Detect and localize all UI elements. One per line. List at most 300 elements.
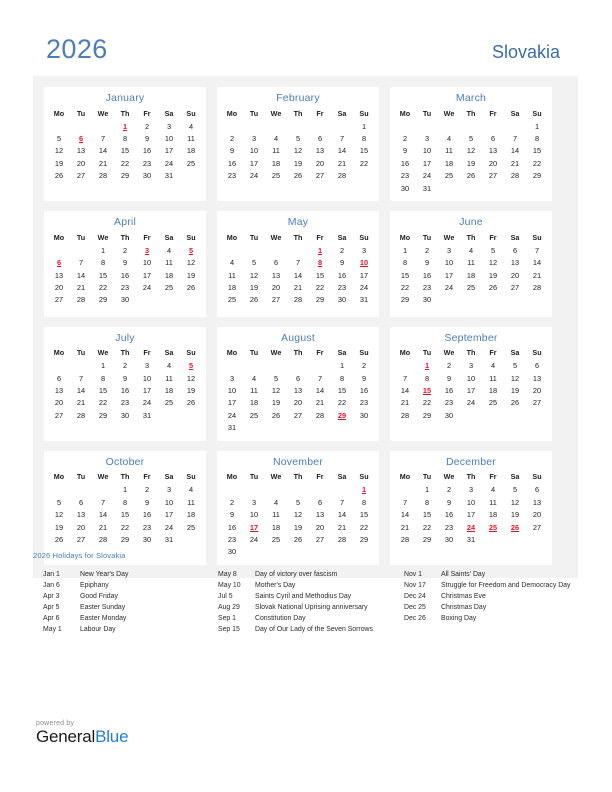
day-cell[interactable]: 16 bbox=[142, 510, 152, 520]
day-cell[interactable]: 27 bbox=[510, 283, 520, 293]
day-cell[interactable]: 19 bbox=[54, 158, 64, 168]
day-cell[interactable]: 26 bbox=[54, 534, 64, 544]
day-cell[interactable]: 4 bbox=[446, 134, 452, 144]
day-cell[interactable]: 6 bbox=[317, 134, 323, 144]
day-cell[interactable]: 6 bbox=[295, 373, 301, 383]
day-cell[interactable]: 28 bbox=[400, 410, 410, 420]
day-cell[interactable]: 31 bbox=[466, 534, 476, 544]
day-cell[interactable]: 23 bbox=[120, 283, 130, 293]
day-cell[interactable]: 6 bbox=[534, 485, 540, 495]
day-cell[interactable]: 8 bbox=[122, 134, 128, 144]
day-cell[interactable]: 30 bbox=[422, 295, 432, 305]
day-cell[interactable]: 9 bbox=[446, 497, 452, 507]
day-cell[interactable]: 3 bbox=[251, 134, 257, 144]
day-cell[interactable]: 18 bbox=[186, 510, 196, 520]
day-cell-holiday[interactable]: 15 bbox=[422, 385, 432, 395]
day-cell-holiday[interactable]: 5 bbox=[188, 361, 194, 371]
day-cell[interactable]: 13 bbox=[510, 258, 520, 268]
day-cell[interactable]: 28 bbox=[337, 534, 347, 544]
day-cell[interactable]: 25 bbox=[466, 283, 476, 293]
day-cell[interactable]: 4 bbox=[251, 373, 257, 383]
day-cell[interactable]: 18 bbox=[271, 522, 281, 532]
day-cell[interactable]: 11 bbox=[228, 270, 236, 280]
day-cell[interactable]: 12 bbox=[54, 146, 64, 156]
day-cell[interactable]: 11 bbox=[187, 497, 195, 507]
day-cell[interactable]: 24 bbox=[227, 410, 237, 420]
day-cell[interactable]: 23 bbox=[400, 171, 410, 181]
day-cell[interactable]: 2 bbox=[122, 361, 128, 371]
day-cell[interactable]: 13 bbox=[532, 373, 542, 383]
day-cell[interactable]: 25 bbox=[227, 295, 237, 305]
day-cell[interactable]: 12 bbox=[466, 146, 476, 156]
day-cell[interactable]: 22 bbox=[120, 158, 130, 168]
day-cell[interactable]: 18 bbox=[227, 283, 237, 293]
day-cell[interactable]: 23 bbox=[120, 398, 130, 408]
day-cell[interactable]: 27 bbox=[76, 171, 86, 181]
day-cell[interactable]: 7 bbox=[534, 245, 540, 255]
day-cell[interactable]: 23 bbox=[444, 522, 454, 532]
day-cell[interactable]: 4 bbox=[468, 245, 474, 255]
day-cell[interactable]: 7 bbox=[100, 134, 106, 144]
day-cell[interactable]: 21 bbox=[98, 158, 108, 168]
day-cell[interactable]: 2 bbox=[402, 134, 408, 144]
day-cell-holiday[interactable]: 6 bbox=[56, 258, 62, 268]
day-cell[interactable]: 24 bbox=[164, 158, 174, 168]
day-cell[interactable]: 22 bbox=[98, 398, 108, 408]
day-cell[interactable]: 8 bbox=[361, 134, 367, 144]
day-cell[interactable]: 29 bbox=[359, 534, 369, 544]
day-cell[interactable]: 21 bbox=[76, 398, 86, 408]
day-cell[interactable]: 25 bbox=[186, 158, 196, 168]
day-cell[interactable]: 21 bbox=[293, 283, 303, 293]
day-cell[interactable]: 9 bbox=[229, 510, 235, 520]
day-cell[interactable]: 3 bbox=[361, 245, 367, 255]
day-cell[interactable]: 6 bbox=[56, 373, 62, 383]
day-cell[interactable]: 6 bbox=[78, 497, 84, 507]
day-cell[interactable]: 19 bbox=[186, 270, 196, 280]
day-cell[interactable]: 16 bbox=[422, 270, 432, 280]
day-cell[interactable]: 27 bbox=[315, 171, 325, 181]
day-cell[interactable]: 28 bbox=[76, 295, 86, 305]
day-cell[interactable]: 25 bbox=[186, 522, 196, 532]
day-cell[interactable]: 26 bbox=[466, 171, 476, 181]
day-cell[interactable]: 28 bbox=[315, 410, 325, 420]
day-cell[interactable]: 3 bbox=[251, 497, 257, 507]
day-cell[interactable]: 18 bbox=[164, 270, 174, 280]
day-cell[interactable]: 2 bbox=[446, 485, 452, 495]
day-cell-holiday[interactable]: 29 bbox=[337, 410, 347, 420]
day-cell[interactable]: 25 bbox=[164, 283, 174, 293]
day-cell[interactable]: 9 bbox=[229, 146, 235, 156]
day-cell[interactable]: 3 bbox=[144, 361, 150, 371]
day-cell[interactable]: 12 bbox=[54, 510, 64, 520]
day-cell[interactable]: 28 bbox=[98, 171, 108, 181]
day-cell[interactable]: 20 bbox=[76, 522, 86, 532]
day-cell[interactable]: 17 bbox=[422, 158, 432, 168]
day-cell-holiday[interactable]: 10 bbox=[359, 258, 369, 268]
day-cell[interactable]: 7 bbox=[317, 373, 323, 383]
day-cell[interactable]: 15 bbox=[532, 146, 542, 156]
day-cell[interactable]: 28 bbox=[293, 295, 303, 305]
day-cell[interactable]: 24 bbox=[249, 171, 259, 181]
day-cell[interactable]: 7 bbox=[295, 258, 301, 268]
day-cell[interactable]: 23 bbox=[227, 171, 237, 181]
day-cell[interactable]: 1 bbox=[339, 361, 345, 371]
day-cell[interactable]: 10 bbox=[164, 134, 174, 144]
day-cell[interactable]: 14 bbox=[400, 385, 410, 395]
day-cell[interactable]: 15 bbox=[337, 385, 347, 395]
day-cell[interactable]: 15 bbox=[422, 510, 432, 520]
day-cell[interactable]: 23 bbox=[337, 283, 347, 293]
day-cell[interactable]: 25 bbox=[444, 171, 454, 181]
day-cell[interactable]: 24 bbox=[142, 283, 152, 293]
day-cell[interactable]: 19 bbox=[293, 522, 303, 532]
day-cell[interactable]: 22 bbox=[532, 158, 542, 168]
day-cell[interactable]: 30 bbox=[359, 410, 369, 420]
day-cell[interactable]: 30 bbox=[444, 534, 454, 544]
day-cell[interactable]: 20 bbox=[532, 510, 542, 520]
day-cell[interactable]: 14 bbox=[337, 510, 347, 520]
day-cell[interactable]: 3 bbox=[424, 134, 430, 144]
day-cell[interactable]: 13 bbox=[54, 270, 64, 280]
day-cell[interactable]: 17 bbox=[227, 398, 237, 408]
day-cell[interactable]: 30 bbox=[142, 171, 152, 181]
day-cell[interactable]: 15 bbox=[400, 270, 410, 280]
day-cell[interactable]: 19 bbox=[249, 283, 259, 293]
day-cell[interactable]: 5 bbox=[468, 134, 474, 144]
day-cell[interactable]: 29 bbox=[120, 534, 130, 544]
day-cell[interactable]: 30 bbox=[120, 410, 130, 420]
day-cell[interactable]: 17 bbox=[466, 385, 476, 395]
day-cell[interactable]: 20 bbox=[293, 398, 303, 408]
day-cell[interactable]: 6 bbox=[490, 134, 496, 144]
day-cell[interactable]: 1 bbox=[424, 485, 430, 495]
day-cell[interactable]: 8 bbox=[424, 497, 430, 507]
day-cell[interactable]: 17 bbox=[359, 270, 369, 280]
day-cell[interactable]: 2 bbox=[361, 361, 367, 371]
day-cell[interactable]: 22 bbox=[98, 283, 108, 293]
day-cell[interactable]: 2 bbox=[424, 245, 430, 255]
day-cell[interactable]: 18 bbox=[186, 146, 196, 156]
day-cell[interactable]: 21 bbox=[337, 522, 347, 532]
day-cell[interactable]: 22 bbox=[315, 283, 325, 293]
day-cell[interactable]: 28 bbox=[532, 283, 542, 293]
day-cell[interactable]: 29 bbox=[98, 295, 108, 305]
day-cell[interactable]: 2 bbox=[446, 361, 452, 371]
day-cell[interactable]: 9 bbox=[424, 258, 430, 268]
day-cell[interactable]: 19 bbox=[186, 385, 196, 395]
day-cell[interactable]: 2 bbox=[144, 121, 150, 131]
day-cell[interactable]: 21 bbox=[76, 283, 86, 293]
day-cell[interactable]: 2 bbox=[144, 485, 150, 495]
day-cell[interactable]: 13 bbox=[315, 510, 325, 520]
day-cell[interactable]: 14 bbox=[98, 510, 108, 520]
day-cell[interactable]: 21 bbox=[337, 158, 347, 168]
day-cell[interactable]: 10 bbox=[164, 497, 174, 507]
day-cell-holiday[interactable]: 1 bbox=[361, 485, 367, 495]
day-cell[interactable]: 26 bbox=[186, 283, 196, 293]
day-cell[interactable]: 31 bbox=[359, 295, 369, 305]
day-cell[interactable]: 19 bbox=[271, 398, 281, 408]
day-cell[interactable]: 8 bbox=[534, 134, 540, 144]
day-cell[interactable]: 10 bbox=[249, 146, 259, 156]
day-cell[interactable]: 14 bbox=[510, 146, 520, 156]
day-cell[interactable]: 20 bbox=[488, 158, 498, 168]
day-cell-holiday[interactable]: 3 bbox=[144, 245, 150, 255]
day-cell[interactable]: 11 bbox=[445, 146, 453, 156]
day-cell[interactable]: 29 bbox=[532, 171, 542, 181]
day-cell[interactable]: 10 bbox=[142, 373, 152, 383]
day-cell[interactable]: 1 bbox=[100, 245, 106, 255]
day-cell[interactable]: 24 bbox=[422, 171, 432, 181]
day-cell[interactable]: 21 bbox=[532, 270, 542, 280]
day-cell[interactable]: 13 bbox=[293, 385, 303, 395]
day-cell[interactable]: 9 bbox=[446, 373, 452, 383]
day-cell[interactable]: 22 bbox=[337, 398, 347, 408]
day-cell[interactable]: 30 bbox=[400, 183, 410, 193]
day-cell[interactable]: 12 bbox=[293, 146, 303, 156]
day-cell[interactable]: 10 bbox=[444, 258, 454, 268]
day-cell[interactable]: 13 bbox=[76, 510, 86, 520]
day-cell[interactable]: 1 bbox=[122, 485, 128, 495]
day-cell[interactable]: 24 bbox=[249, 534, 259, 544]
day-cell[interactable]: 21 bbox=[400, 398, 410, 408]
day-cell[interactable]: 5 bbox=[56, 134, 62, 144]
day-cell[interactable]: 11 bbox=[187, 134, 195, 144]
day-cell[interactable]: 23 bbox=[142, 158, 152, 168]
day-cell[interactable]: 11 bbox=[250, 385, 258, 395]
day-cell[interactable]: 10 bbox=[466, 373, 476, 383]
day-cell[interactable]: 20 bbox=[315, 158, 325, 168]
day-cell[interactable]: 20 bbox=[510, 270, 520, 280]
day-cell[interactable]: 30 bbox=[444, 410, 454, 420]
day-cell[interactable]: 9 bbox=[402, 146, 408, 156]
day-cell[interactable]: 17 bbox=[466, 510, 476, 520]
day-cell[interactable]: 25 bbox=[488, 398, 498, 408]
day-cell[interactable]: 24 bbox=[142, 398, 152, 408]
day-cell[interactable]: 31 bbox=[422, 183, 432, 193]
day-cell[interactable]: 27 bbox=[532, 522, 542, 532]
day-cell[interactable]: 14 bbox=[532, 258, 542, 268]
day-cell[interactable]: 16 bbox=[444, 385, 454, 395]
day-cell[interactable]: 1 bbox=[361, 121, 367, 131]
day-cell[interactable]: 12 bbox=[271, 385, 281, 395]
day-cell-holiday[interactable]: 8 bbox=[317, 258, 323, 268]
day-cell[interactable]: 27 bbox=[54, 410, 64, 420]
day-cell[interactable]: 27 bbox=[293, 410, 303, 420]
day-cell[interactable]: 25 bbox=[164, 398, 174, 408]
day-cell[interactable]: 19 bbox=[293, 158, 303, 168]
day-cell[interactable]: 4 bbox=[273, 134, 279, 144]
day-cell[interactable]: 13 bbox=[315, 146, 325, 156]
day-cell[interactable]: 6 bbox=[317, 497, 323, 507]
day-cell[interactable]: 26 bbox=[510, 398, 520, 408]
day-cell[interactable]: 5 bbox=[512, 361, 518, 371]
day-cell[interactable]: 27 bbox=[488, 171, 498, 181]
day-cell[interactable]: 16 bbox=[444, 510, 454, 520]
day-cell[interactable]: 28 bbox=[400, 534, 410, 544]
day-cell[interactable]: 10 bbox=[227, 385, 237, 395]
day-cell[interactable]: 16 bbox=[359, 385, 369, 395]
day-cell[interactable]: 28 bbox=[510, 171, 520, 181]
day-cell[interactable]: 26 bbox=[271, 410, 281, 420]
day-cell[interactable]: 5 bbox=[56, 497, 62, 507]
day-cell[interactable]: 4 bbox=[166, 245, 172, 255]
day-cell[interactable]: 3 bbox=[468, 485, 474, 495]
day-cell[interactable]: 7 bbox=[402, 373, 408, 383]
day-cell[interactable]: 3 bbox=[446, 245, 452, 255]
day-cell[interactable]: 25 bbox=[249, 410, 259, 420]
day-cell[interactable]: 30 bbox=[337, 295, 347, 305]
day-cell[interactable]: 11 bbox=[272, 510, 280, 520]
day-cell[interactable]: 11 bbox=[489, 373, 497, 383]
day-cell[interactable]: 4 bbox=[166, 361, 172, 371]
day-cell[interactable]: 29 bbox=[400, 295, 410, 305]
day-cell[interactable]: 11 bbox=[489, 497, 497, 507]
day-cell[interactable]: 17 bbox=[142, 270, 152, 280]
day-cell[interactable]: 6 bbox=[512, 245, 518, 255]
day-cell[interactable]: 7 bbox=[78, 373, 84, 383]
day-cell[interactable]: 14 bbox=[315, 385, 325, 395]
day-cell[interactable]: 18 bbox=[444, 158, 454, 168]
day-cell[interactable]: 27 bbox=[271, 295, 281, 305]
day-cell-holiday[interactable]: 24 bbox=[466, 522, 476, 532]
day-cell[interactable]: 28 bbox=[98, 534, 108, 544]
day-cell[interactable]: 15 bbox=[359, 510, 369, 520]
day-cell[interactable]: 24 bbox=[359, 283, 369, 293]
day-cell[interactable]: 10 bbox=[466, 497, 476, 507]
day-cell[interactable]: 17 bbox=[249, 158, 259, 168]
day-cell[interactable]: 10 bbox=[249, 510, 259, 520]
day-cell[interactable]: 20 bbox=[532, 385, 542, 395]
day-cell[interactable]: 13 bbox=[271, 270, 281, 280]
day-cell[interactable]: 16 bbox=[120, 270, 130, 280]
day-cell[interactable]: 14 bbox=[337, 146, 347, 156]
day-cell[interactable]: 8 bbox=[402, 258, 408, 268]
day-cell[interactable]: 24 bbox=[444, 283, 454, 293]
day-cell[interactable]: 26 bbox=[293, 534, 303, 544]
day-cell[interactable]: 20 bbox=[76, 158, 86, 168]
day-cell[interactable]: 13 bbox=[76, 146, 86, 156]
day-cell[interactable]: 20 bbox=[315, 522, 325, 532]
day-cell[interactable]: 26 bbox=[186, 398, 196, 408]
day-cell[interactable]: 11 bbox=[272, 146, 280, 156]
day-cell[interactable]: 31 bbox=[142, 410, 152, 420]
day-cell[interactable]: 18 bbox=[488, 385, 498, 395]
day-cell[interactable]: 4 bbox=[490, 361, 496, 371]
day-cell-holiday[interactable]: 17 bbox=[249, 522, 259, 532]
day-cell[interactable]: 6 bbox=[273, 258, 279, 268]
day-cell[interactable]: 28 bbox=[337, 171, 347, 181]
day-cell[interactable]: 23 bbox=[444, 398, 454, 408]
day-cell[interactable]: 29 bbox=[422, 410, 432, 420]
day-cell[interactable]: 16 bbox=[227, 158, 237, 168]
day-cell[interactable]: 9 bbox=[144, 497, 150, 507]
day-cell[interactable]: 2 bbox=[122, 245, 128, 255]
day-cell[interactable]: 23 bbox=[359, 398, 369, 408]
day-cell[interactable]: 29 bbox=[120, 171, 130, 181]
day-cell[interactable]: 18 bbox=[271, 158, 281, 168]
day-cell[interactable]: 10 bbox=[422, 146, 432, 156]
day-cell[interactable]: 22 bbox=[422, 522, 432, 532]
day-cell[interactable]: 12 bbox=[249, 270, 259, 280]
day-cell-holiday[interactable]: 1 bbox=[122, 121, 128, 131]
day-cell[interactable]: 28 bbox=[76, 410, 86, 420]
day-cell[interactable]: 11 bbox=[165, 373, 173, 383]
day-cell[interactable]: 15 bbox=[359, 146, 369, 156]
day-cell[interactable]: 22 bbox=[359, 522, 369, 532]
day-cell[interactable]: 9 bbox=[144, 134, 150, 144]
day-cell[interactable]: 30 bbox=[120, 295, 130, 305]
day-cell[interactable]: 6 bbox=[534, 361, 540, 371]
day-cell[interactable]: 23 bbox=[227, 534, 237, 544]
day-cell[interactable]: 8 bbox=[424, 373, 430, 383]
day-cell[interactable]: 31 bbox=[227, 423, 237, 433]
day-cell[interactable]: 17 bbox=[164, 510, 174, 520]
day-cell[interactable]: 31 bbox=[164, 171, 174, 181]
day-cell[interactable]: 13 bbox=[532, 497, 542, 507]
day-cell[interactable]: 9 bbox=[361, 373, 367, 383]
day-cell[interactable]: 21 bbox=[400, 522, 410, 532]
day-cell[interactable]: 15 bbox=[120, 146, 130, 156]
day-cell[interactable]: 19 bbox=[510, 510, 520, 520]
day-cell[interactable]: 30 bbox=[227, 547, 237, 557]
day-cell[interactable]: 4 bbox=[229, 258, 235, 268]
day-cell[interactable]: 2 bbox=[229, 497, 235, 507]
day-cell-holiday[interactable]: 1 bbox=[317, 245, 323, 255]
day-cell[interactable]: 3 bbox=[166, 121, 172, 131]
day-cell[interactable]: 19 bbox=[488, 270, 498, 280]
day-cell[interactable]: 23 bbox=[142, 522, 152, 532]
day-cell[interactable]: 17 bbox=[164, 146, 174, 156]
day-cell[interactable]: 21 bbox=[510, 158, 520, 168]
day-cell[interactable]: 12 bbox=[186, 373, 196, 383]
day-cell[interactable]: 2 bbox=[339, 245, 345, 255]
day-cell[interactable]: 7 bbox=[512, 134, 518, 144]
day-cell[interactable]: 24 bbox=[164, 522, 174, 532]
day-cell[interactable]: 26 bbox=[249, 295, 259, 305]
day-cell[interactable]: 9 bbox=[122, 258, 128, 268]
day-cell[interactable]: 22 bbox=[120, 522, 130, 532]
day-cell[interactable]: 12 bbox=[186, 258, 196, 268]
day-cell[interactable]: 26 bbox=[54, 171, 64, 181]
day-cell[interactable]: 9 bbox=[339, 258, 345, 268]
day-cell[interactable]: 18 bbox=[249, 398, 259, 408]
day-cell[interactable]: 14 bbox=[98, 146, 108, 156]
day-cell[interactable]: 17 bbox=[444, 270, 454, 280]
day-cell[interactable]: 8 bbox=[339, 373, 345, 383]
day-cell[interactable]: 12 bbox=[293, 510, 303, 520]
day-cell[interactable]: 16 bbox=[142, 146, 152, 156]
day-cell[interactable]: 1 bbox=[100, 361, 106, 371]
day-cell[interactable]: 5 bbox=[251, 258, 257, 268]
day-cell[interactable]: 13 bbox=[488, 146, 498, 156]
day-cell[interactable]: 27 bbox=[532, 398, 542, 408]
day-cell[interactable]: 5 bbox=[512, 485, 518, 495]
day-cell[interactable]: 29 bbox=[98, 410, 108, 420]
day-cell[interactable]: 14 bbox=[293, 270, 303, 280]
day-cell[interactable]: 9 bbox=[122, 373, 128, 383]
day-cell-holiday[interactable]: 26 bbox=[510, 522, 520, 532]
day-cell-holiday[interactable]: 25 bbox=[488, 522, 498, 532]
day-cell[interactable]: 19 bbox=[466, 158, 476, 168]
day-cell[interactable]: 10 bbox=[142, 258, 152, 268]
day-cell[interactable]: 8 bbox=[100, 258, 106, 268]
day-cell[interactable]: 2 bbox=[229, 134, 235, 144]
day-cell[interactable]: 1 bbox=[534, 121, 540, 131]
day-cell[interactable]: 27 bbox=[76, 534, 86, 544]
day-cell[interactable]: 14 bbox=[76, 270, 86, 280]
